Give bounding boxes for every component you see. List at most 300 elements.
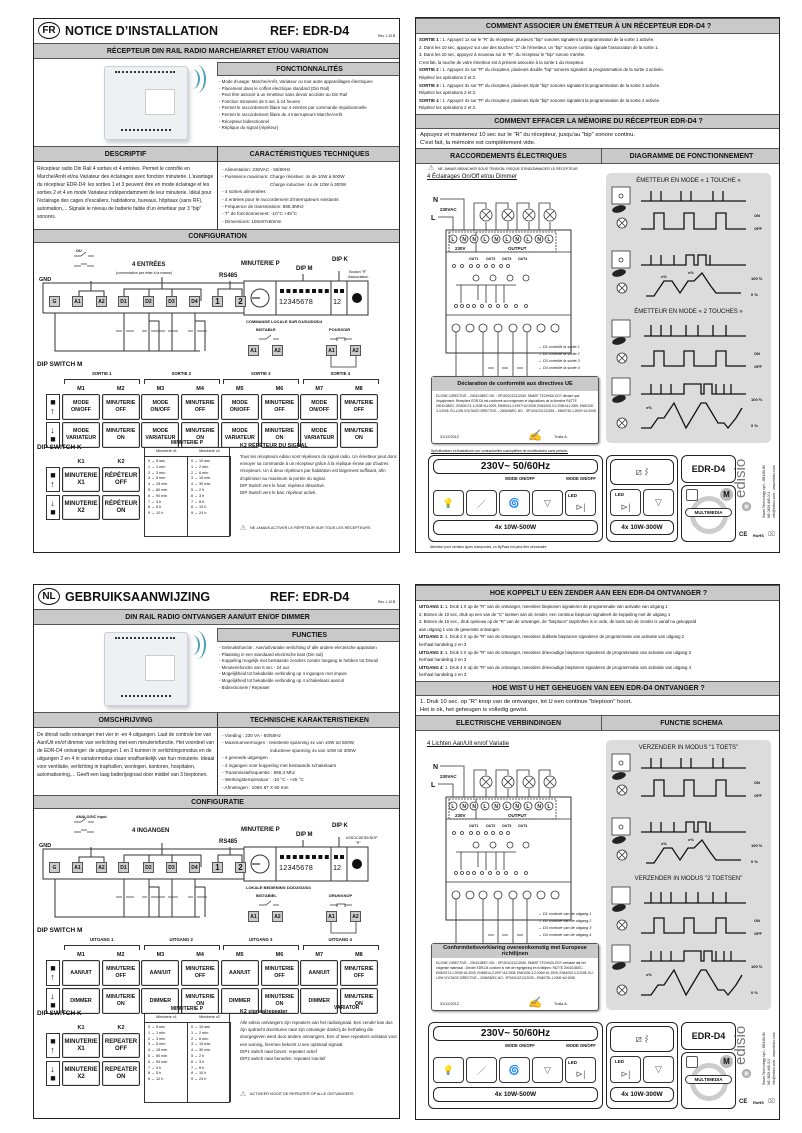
multimedia-m-icon: M	[720, 488, 733, 501]
mode1-title: VERZENDER IN MODUS "1 TOETS"	[638, 745, 739, 751]
supply-label: 230V	[455, 813, 466, 818]
specs-header-text: CARACTÉRISTIQUES TECHNIQUES	[249, 150, 370, 158]
pairing-line	[419, 45, 659, 50]
dim-level-label: x%	[646, 972, 652, 977]
socket-icon	[686, 1056, 698, 1068]
dip-m-numbers: 12345678	[279, 863, 314, 872]
output-group-bracket	[303, 945, 379, 950]
declaration-date: 31/12/2012	[440, 1002, 460, 1006]
repeater-paragraph: Alle edisio ontvangers zijn repeaters van het radiosignaal. Een zender kan dus zijn opdracht doorsturen naar zijn ontvanger dankzij de herhaling die doorgegeven werd door andere ontvangers. Een of twee repeaters volstaan voor een woning, hiermee bekomt U een optimaal signaal.	[240, 1020, 397, 1047]
declaration-box	[431, 376, 599, 444]
timer-row: 3 → 5 min	[148, 1042, 166, 1047]
local-control-label: LOKALE BEDIENING D1/D2/D3/D4	[246, 885, 311, 890]
mode1-title: ÉMETTEUR EN MODE « 1 TOUCHE »	[636, 178, 741, 184]
wiring-subtitle: 4 Éclairages On/Off et/ou Dimmer	[427, 174, 517, 180]
dip-m-column-label: M1	[77, 952, 85, 958]
output-terminal: L	[526, 237, 530, 243]
function-item: - Placement dans le coffret électrique standard (Din Rail)	[219, 85, 330, 91]
dip-switch-m-title: DIP SWITCH M	[37, 927, 83, 934]
input-control-note: → D1 contrôle la sortie 1	[538, 345, 580, 349]
timer-row: 9 → 12 h	[148, 511, 164, 516]
spec-item: - Dimensions: 106x87x60mm	[222, 218, 282, 224]
wiring-warning: NE JAMAIS BRANCHER SOUS TENSION, RISQUE D'ENDOMMAGER LE RÉCEPTEUR	[438, 167, 578, 171]
description-text: De dinrail radio ontvanger met vier in -en 4 uitgangen. Laat de controle toe van Aan/Uit en/of dimmer van verlichting met een minuteriefunctie. Het voordeel van de EDR-D4 ontvanger: de uitgangen 1 en 3 kunnen in verlichtingsmodus en de uitgangen 2 en 4 in variatormodus staan onafhankelijk van hun minuterie. Ideaal voor ventilatie, verlichting in traphallen, woningen, kantoren, hospitalen, automatisering,... Geeft een laag batterijsignaal door middel van 3 bieptonen.	[37, 732, 215, 778]
company-info: Smart Technology sprl – BELGIUM	[762, 465, 766, 518]
terminal-d3: D3	[166, 296, 177, 307]
pairing-line-text: 1. Druk 3 X op de "R" van de ontvanger, meerdere drievoudige bieptonen signaleren de programmatie van activatie van uitgang 3	[443, 649, 691, 655]
dip-m-m2-down: MINUTERIE ON	[102, 988, 140, 1014]
erase-line: Het is ok, het geheugen is volledig gewist.	[420, 707, 528, 713]
dip-m-m3-up: MODE ON/OFF	[141, 394, 179, 420]
pairing-line-label: SORTIE 1 :	[419, 37, 442, 42]
spec-item: inductieve spanning 4x van 10W tot 300W	[270, 747, 356, 753]
timer-col1-header: Minuterie x1	[156, 449, 177, 453]
timer-row: 2 → 6 min	[191, 470, 209, 475]
specification-note: Spécifications et illustrations non contractuelles susceptibles de modifications sans préavis.	[431, 449, 569, 453]
pairing-line-text: 1. Appuyez 1x sur le "R" du récepteur, plusieurs "bip" sonores signalent la programmation de la sortie 1 activée.	[441, 37, 655, 42]
dip-m-m8-down: MINUTERIE ON	[340, 988, 378, 1014]
timer-row: 8 → 10 h	[191, 505, 207, 510]
configuration-header-text: CONFIGURATIE	[191, 798, 244, 806]
warning-icon: ⚠	[240, 1091, 247, 1098]
dip-k-k1-up: MINUTERIE X1	[62, 1033, 100, 1058]
variator-label: VARIATOR	[334, 1005, 360, 1011]
pushbutton-label: POUSSOIR	[329, 327, 351, 332]
revision-label: Rev 1.10.B	[378, 600, 396, 604]
function-item: - Permet le raccordement filaire sur 4 entrées par commande impulsionnelle	[219, 105, 367, 111]
dip-k-column-label: K1	[77, 1025, 85, 1031]
pairing-line-text: 3. Binnen de 10 sec., druk opnieuw op de "R" van de ontvanger, de "bieptoon" stopt/Alles is in orde, de toets van de zender is vanaf nu gekoppeld	[419, 619, 697, 625]
dip-m-column-label: M7	[315, 386, 323, 392]
output-terminal: L	[547, 804, 551, 810]
timer-row: 5 → 2 h	[191, 1053, 205, 1058]
level-label: 100 %	[751, 964, 763, 969]
inputs-label: 4 INGANGEN	[132, 828, 170, 834]
local-terminal: A1	[248, 345, 259, 356]
output-terminal: N	[494, 804, 499, 810]
dip-m-m2-down: MINUTERIE ON	[102, 422, 140, 448]
wiring-header-text: RACCORDEMENTS ÉLECTRIQUES	[450, 152, 567, 160]
declaration-signer: Trolla A.	[554, 435, 568, 439]
dip-m-m7-down: DIMMER	[300, 988, 338, 1014]
terminal-g: G	[49, 296, 60, 307]
timer-column	[145, 1023, 188, 1102]
local-terminal: A1	[248, 911, 259, 922]
erase-header	[416, 114, 780, 129]
pairing-line-label: UITGANG 2:	[419, 634, 444, 640]
dip-m-column-label: M8	[355, 386, 363, 392]
dim-level-label: x%	[661, 841, 667, 846]
weee-icon: ⌧	[768, 532, 775, 538]
state-label-off: OFF	[754, 793, 762, 798]
dip-k-k1-down: MINUTERIE X2	[62, 495, 100, 520]
local-terminal: A2	[272, 911, 283, 922]
warning-icon: ⚠	[428, 165, 435, 172]
timer-row: 1 → 1 min	[148, 464, 166, 469]
timer-row: 1 → 2 min	[191, 1030, 209, 1035]
language-badge: NL	[38, 588, 60, 605]
terminal-a1: A1	[72, 296, 83, 307]
output-terminal: N	[462, 804, 467, 810]
dip-k-down-arrow-icon: ↓ ■	[46, 495, 60, 520]
erase-header	[416, 681, 780, 696]
dip-m-m8-up: MINUTERIE OFF	[340, 394, 378, 420]
gnd-label: GND	[39, 277, 52, 283]
erase-header-text: COMMENT EFFACER LA MÉMOIRE DU RÉCEPTEUR EDR-D4 ?	[494, 118, 703, 125]
function-item: - Bidirectionele / Repeater	[219, 684, 270, 690]
pairing-line	[419, 52, 585, 57]
terminal-d3: D3	[166, 862, 177, 873]
dip-k-numbers: 12	[333, 297, 342, 306]
function-item: - Mogelijkheid tot bekabelde verbinding op 4 ingangen met impuls	[219, 671, 347, 677]
terminal-d4: D4	[189, 862, 200, 873]
multimedia-prohibited-box	[681, 485, 736, 542]
function-item: - Réplique du signal (répéteur)	[219, 125, 279, 131]
output-group-bracket	[144, 379, 220, 384]
timer-row: 4 → 30 min	[191, 482, 211, 487]
output-group-bracket	[64, 945, 140, 950]
declaration-title: Déclaration de conformité aux directives UE	[432, 377, 598, 391]
timer-row: 8 → 10 h	[191, 1071, 207, 1076]
vat-info: NE 0829.445.001	[767, 491, 771, 518]
erase-line: Appuyez et maintenez 10 sec sur le "R" du récepteur, jusqu'au "bip" sonore continu.	[420, 132, 635, 138]
function-diagram	[606, 740, 771, 1010]
terminal-1: 1	[212, 296, 223, 307]
repeater-warning: ACTIVEER NOOIT DE REPEATER OP ALLE ONTVANGERS	[250, 1092, 354, 1096]
pairing-line-label: SORTIE 3 :	[419, 82, 442, 88]
dip-m-numbers: 12345678	[279, 297, 314, 306]
pairing-line-text: aan uitgang 1 van de gewenste ontvanger.	[419, 626, 500, 632]
timer-row: 5 → 2 h	[191, 487, 205, 492]
waveforms	[606, 173, 771, 443]
led-icon: ⊳|	[565, 490, 596, 516]
dip-m-m7-up: AAN/UIT	[300, 960, 338, 986]
function-item: - Minuteriefunctie van 5 sec - 24 uur.	[219, 664, 291, 670]
output-terminal: L	[483, 237, 487, 243]
timer-col1-header: Minuterie x1	[156, 1015, 177, 1019]
output-terminal: L	[505, 237, 509, 243]
declaration-signer: Trolla A.	[554, 1002, 568, 1006]
output-group-bracket	[303, 379, 379, 384]
inductive-load-label: 4x 10W-300W	[610, 1087, 674, 1102]
level-label: 0 %	[751, 990, 758, 995]
function-item: - Koppeling mogelijk met bestaande zenders zonder toegang te hebben tot Dinrail	[219, 658, 378, 664]
timer-row: 8 → 5 h	[148, 505, 162, 510]
level-label: 100 %	[751, 276, 763, 281]
live-label: L	[431, 782, 436, 789]
dip-k-k2-down: RÉPÉTEUR ON	[102, 495, 140, 520]
edisio-logo-ball	[742, 502, 751, 511]
dip-m-m3-down: DIMMER	[141, 988, 179, 1014]
function-item: - Peut être associé à un émetteur sans devoir accéder au Din Rail	[219, 92, 348, 98]
timer-row: 1 → 2 min	[191, 464, 209, 469]
dip-m-column-label: M4	[196, 386, 204, 392]
functions-header-text: FUNCTIES	[292, 631, 327, 639]
repeater-paragraph: DIP Switch vers le haut: répéteur désactivé.	[240, 482, 326, 488]
dip-m-column-label: M5	[235, 952, 244, 958]
timer-label: MINUTERIE P	[241, 827, 280, 833]
pairing-line	[419, 60, 584, 65]
weee-icon: ⌧	[768, 1099, 775, 1105]
ce-mark: CE	[739, 532, 748, 538]
voltage-label: 230VAC	[440, 207, 457, 212]
dip-down-arrow-icon: ↓ ■	[46, 422, 60, 448]
pairing-line	[419, 619, 696, 624]
output-group-bracket	[64, 379, 140, 384]
functions-header-text: FONCTIONNALITÉS	[276, 65, 343, 73]
repeater-title: K2 RÉPÉTEUR DU SIGNAL	[240, 443, 308, 449]
dip-m-m2-up: MINUTERIE OFF	[102, 960, 140, 986]
output-terminal: N	[472, 804, 477, 810]
pushbutton-label: DRUKKNOP	[329, 893, 353, 898]
dip-m-m5-up: AAN/UIT	[221, 960, 259, 986]
subtitle-bar-text: DIN RAIL RADIO ONTVANGER AAN/UIT EN/OF DIMMER	[125, 613, 310, 621]
warning-icon: ⚠	[240, 525, 247, 532]
dip-m-column-label: M7	[315, 952, 323, 958]
inputs-note: (commutation par mise à la masse)	[116, 271, 173, 275]
function-item: - Récepteur bidirectionnel	[219, 118, 270, 124]
bistable-label: BISTABLE	[256, 327, 276, 332]
dip-m-m3-up: AAN/UIT	[141, 960, 179, 986]
dip-m-m7-down: MODE VARIATEUR	[300, 422, 338, 448]
dip-up-arrow-icon: ■ ↑	[46, 394, 60, 420]
dip-m-m1-up: MODE ON/OFF	[62, 394, 100, 420]
output-group-label: UITGANG 2	[169, 937, 193, 942]
input-control-note: → D3 controle van de uitgang 3	[538, 926, 592, 930]
input-control-note: → D4 controle van de uitgang 4	[538, 933, 592, 937]
inductive-load-label: 4x 10W-300W	[610, 520, 674, 535]
dip-k-label: DIP K	[332, 823, 348, 829]
dip-m-m4-up: MINUTERIE OFF	[181, 394, 219, 420]
spec-item: - Transmissiefrequentie : 868,3 Mhz	[222, 770, 296, 776]
output-channel-label: OUT4	[518, 257, 528, 261]
pairing-line	[419, 105, 476, 110]
dip-k-k1-up: MINUTERIE X1	[62, 467, 100, 492]
dip-m-m2-up: MINUTERIE OFF	[102, 394, 140, 420]
repeater-paragraph: DIP Switch vers le bas: répéteur activé.	[240, 490, 317, 496]
nl-instructions-right-panel	[415, 584, 780, 1120]
edisio-logo-ball	[742, 1069, 751, 1078]
waveforms	[606, 740, 771, 1010]
live-label: L	[431, 215, 436, 222]
pairing-line	[419, 672, 466, 677]
diagram-header-text: DIAGRAMME DE FONCTIONNEMENT	[629, 152, 754, 160]
dip-down-arrow-icon: ↓ ■	[46, 988, 60, 1014]
association-button-label: Bouton "R" d'association	[347, 270, 369, 279]
dip-k-column-label: K2	[117, 459, 125, 465]
multimedia-label: MULTIMEDIA	[685, 508, 732, 517]
product-reference: REF: EDR-D4	[270, 24, 350, 38]
pairing-line-text: herhaal handeling 2 en 3	[419, 642, 467, 647]
level-label: 100 %	[751, 397, 763, 402]
pairing-line	[419, 67, 664, 72]
halogen-tube-icon: ／	[466, 490, 497, 516]
dip-switch-k-title: DIP SWITCH K	[37, 444, 82, 451]
timer-row: 4 → 15 min	[148, 482, 168, 487]
pairing-header	[416, 18, 780, 34]
dip-m-column-label: M8	[355, 952, 363, 958]
specs-header-text: TECHNISCHE KARAKTERISTIEKEN	[249, 716, 369, 724]
timer-row: 9 → 24 h	[191, 511, 207, 516]
timer-row: 6 → 3 h	[191, 493, 205, 498]
pairing-line	[419, 634, 684, 639]
pairing-line	[419, 642, 466, 647]
page-title: GEBRUIKSAANWIJZING	[65, 590, 211, 604]
terminal-g: G	[49, 862, 60, 873]
local-terminal: A2	[350, 345, 361, 356]
timer-column	[188, 1023, 231, 1102]
function-item: - Plaatsing in een standaard electrische kast (Din rail)	[219, 651, 323, 657]
dip-m-m5-down: DIMMER	[221, 988, 259, 1014]
description-text: Récepteur radio Din Rail 4 sorties et 4 entrées. Permet le contrôle en Marche/Arrêt et/ou Variateur des éclairages avec fonction minuterie. L'avantage du récepteur EDR-D4: les sorties 1 et 3 peuvent être en mode éclairage et les sorties 2 et 4 en mode Variateur indépendamment de leur minuterie. Idéal pour l'éclairage des cages d'escaliers, habitations, bureaux, hôpitaux (sans RF), automation,... Signale le niveau de batterie faible d'un émetteur par 3 "bip" sonores.	[37, 166, 214, 220]
dip-m-column-label: M1	[77, 386, 85, 392]
dip-k-k2-up: REPEATER OFF	[102, 1033, 140, 1058]
output-group-label: SORTIE 3	[250, 371, 271, 376]
timer-row: 5 → 60 min	[148, 487, 168, 492]
pairing-line-text: herhaal handeling 2 en 3	[419, 657, 467, 663]
erase-line: 1. Druk 10 sec. op "R" knop van de ontvanger, tot U een continue "bieptoon" hoort.	[420, 699, 632, 705]
timer-row: 9 → 24 h	[191, 1077, 207, 1082]
level-label: 100 %	[751, 843, 763, 848]
multimedia-prohibited-box	[681, 1052, 736, 1109]
pairing-line-text: 1. Druk 2 X op de "R" van de ontvanger, meerdere dubbele bieptonen signaleren de programmatie van activatie van uitgang 2	[443, 634, 685, 640]
signature: ✍	[528, 429, 542, 442]
mode-onoff-label: MODE ON/OFF	[566, 476, 596, 481]
output-terminal: N	[515, 804, 520, 810]
terminal-a2: A2	[96, 296, 107, 307]
output-group-label: UITGANG 3	[249, 937, 273, 942]
pairing-line-text: 2. Dans les 10 sec, appuyez sur une des touches "C" de l'émetteur, un "bip" sonore continu signale l'association de la sortie 1.	[419, 44, 659, 50]
spec-item: - 4 gevoede uitgangen	[222, 755, 268, 761]
bulb-footnote: Attention pour certains types d'ampoules, un ByPass est peut-être nécessaire	[430, 545, 547, 549]
pairing-line-text: Répétez les opérations 2 et 3.	[419, 75, 477, 80]
timer-row: 2 → 3 min	[148, 470, 166, 475]
repeater-title: K2 signaalrepeater	[240, 1009, 288, 1015]
dip-k-up-arrow-icon: ■ ↑	[46, 1033, 60, 1058]
pairing-line-label: SORTIE 2 :	[419, 67, 442, 73]
spot-lamp-icon: ▽	[643, 489, 674, 516]
pairing-line-text: 1. Druk 4 X op de "R" van de ontvanger, meerdere drievoudige bieptonen signaleren de programmatie van activatie van uitgang 4	[443, 664, 691, 670]
timer-row: 7 → 4 h	[148, 499, 162, 504]
dip-m-column-label: M2	[116, 386, 125, 392]
output-group-bracket	[223, 945, 299, 950]
pairing-line-text: Répétez les opérations 2 et 3.	[419, 105, 477, 111]
dip-m-m3-down: MODE VARIATEUR	[141, 422, 179, 448]
nl-instructions-left-panel	[33, 584, 400, 1119]
function-item: - Mogelijkheid tot bekabelde verbinding op 4 schakelaars aan/uit	[219, 677, 344, 683]
timer-table-title: MINUTERIE P	[170, 440, 204, 446]
revision-label: Rev 1.10.B	[378, 34, 396, 38]
dip-m-m4-up: MINUTERIE OFF	[181, 960, 219, 986]
spec-item: - T° de fonctionnement: -10°C +45°C	[222, 211, 298, 217]
terminal-2: 2	[235, 862, 246, 873]
led-label: LED	[615, 1059, 624, 1064]
dim-level-label: x%	[661, 274, 667, 279]
output-terminal: N	[537, 237, 542, 243]
dip-m-column-label: M6	[275, 952, 284, 958]
dip-k-up-arrow-icon: ■ ↑	[46, 467, 60, 492]
supply-label: 230V	[455, 246, 466, 251]
spec-item: - Fréquence de transmission: 868.3MHz	[222, 204, 304, 210]
declaration-date: 31/12/2012	[440, 435, 460, 439]
dip-up-arrow-icon: ■ ↑	[46, 960, 60, 986]
level-label: 0 %	[751, 423, 758, 428]
terminal-1: 1	[212, 862, 223, 873]
function-item: - Gebruiksfunctie : Aan/uit/variatie verlichting of alle andere electrische apparaten	[219, 645, 377, 650]
pairing-line-label: UITGANG 4:	[419, 664, 444, 670]
language-badge: FR	[38, 22, 60, 39]
spec-item: - 4 sorties alimentées	[222, 189, 266, 195]
timer-label: MINUTERIE P	[241, 261, 280, 267]
function-diagram	[606, 173, 771, 443]
voltage-label: 230V~ 50/60Hz	[433, 459, 598, 474]
inductive-led-icon: ⊳|	[610, 489, 641, 516]
diagram-header	[601, 715, 780, 731]
terminal-d1: D1	[118, 296, 129, 307]
timer-row: 9 → 12 h	[148, 1077, 164, 1082]
transformer-icons: ⧄ ⌇	[610, 459, 674, 485]
rs485-label: RS485	[219, 273, 238, 279]
dip-k-k2-down: REPEATER ON	[102, 1061, 140, 1086]
state-label-off: OFF	[754, 364, 762, 369]
contact-info: info@edisio.com - www.edisio.com	[772, 465, 776, 518]
halogen-tube-icon: ／	[466, 1057, 497, 1083]
incandescent-bulb-icon: 💡	[433, 490, 464, 516]
product-reference: REF: EDR-D4	[270, 590, 350, 604]
spec-item: Charge inductive: 4x de 10W à 300W	[270, 181, 347, 187]
dip-m-label: DIP M	[296, 266, 313, 272]
timer-row: 6 → 90 min	[148, 1059, 168, 1064]
cfl-bulb-icon: 🌀	[499, 490, 530, 516]
multimedia-label: MULTIMEDIA	[685, 1075, 732, 1084]
output-group-label: SORTIE 2	[171, 371, 192, 376]
timer-row: 8 → 5 h	[148, 1071, 162, 1076]
dip-m-column-label: M5	[235, 386, 244, 392]
output-terminal: L	[451, 804, 455, 810]
spec-item: - Alimentation: 230VAC - 50/60Hz	[222, 167, 291, 172]
mode2-title: VERZENDER IN MODUS "2 TOETSEN"	[634, 876, 743, 882]
led-icon: ⊳|	[565, 1057, 596, 1083]
gnd-label: GND	[39, 843, 52, 849]
page-title: NOTICE D’INSTALLATION	[65, 24, 218, 38]
diagram-header	[601, 148, 780, 164]
neutral-label: N	[433, 764, 439, 771]
output-label: OUTPUT	[508, 246, 527, 251]
led-label: LED	[615, 492, 624, 497]
timer-row: 5 → 60 min	[148, 1053, 168, 1058]
fr-instructions-right-panel	[415, 17, 780, 553]
dip-m-m6-up: MINUTERIE OFF	[261, 960, 299, 986]
dip-k-column-label: K1	[77, 459, 85, 465]
dip-k-k1-down: MINUTERIE X2	[62, 1061, 100, 1086]
timer-row: 2 → 3 min	[148, 1036, 166, 1041]
timer-column	[188, 457, 231, 536]
spot-lamp-icon: ▽	[643, 1056, 674, 1083]
input-control-note: → D4 contrôle la sortie 4	[538, 366, 580, 370]
incandescent-bulb-icon: 💡	[433, 1057, 464, 1083]
output-terminal: N	[462, 237, 467, 243]
repeater-paragraph: DIP1 switch naar boven: repeater actief	[240, 1048, 317, 1054]
state-label-off: OFF	[754, 226, 762, 231]
output-channel-label: OUT1	[469, 824, 479, 828]
timer-row: 6 → 3 h	[191, 1059, 205, 1064]
timer-row: 0 → 5 sec	[148, 1025, 166, 1029]
output-terminal: N	[472, 237, 477, 243]
output-channel-label: OUT2	[486, 257, 496, 261]
pairing-line-text: 1. Appuyez 4x sur "R" du récepteur, plusieurs triple "bip" sonores signalent la programmation de la sortie 4 activée.	[441, 97, 661, 103]
dip-k-k2-up: RÉPÉTEUR OFF	[102, 467, 140, 492]
local-control-label: COMMANDE LOCALE SUR D1/D2/D3/D4	[246, 319, 323, 324]
